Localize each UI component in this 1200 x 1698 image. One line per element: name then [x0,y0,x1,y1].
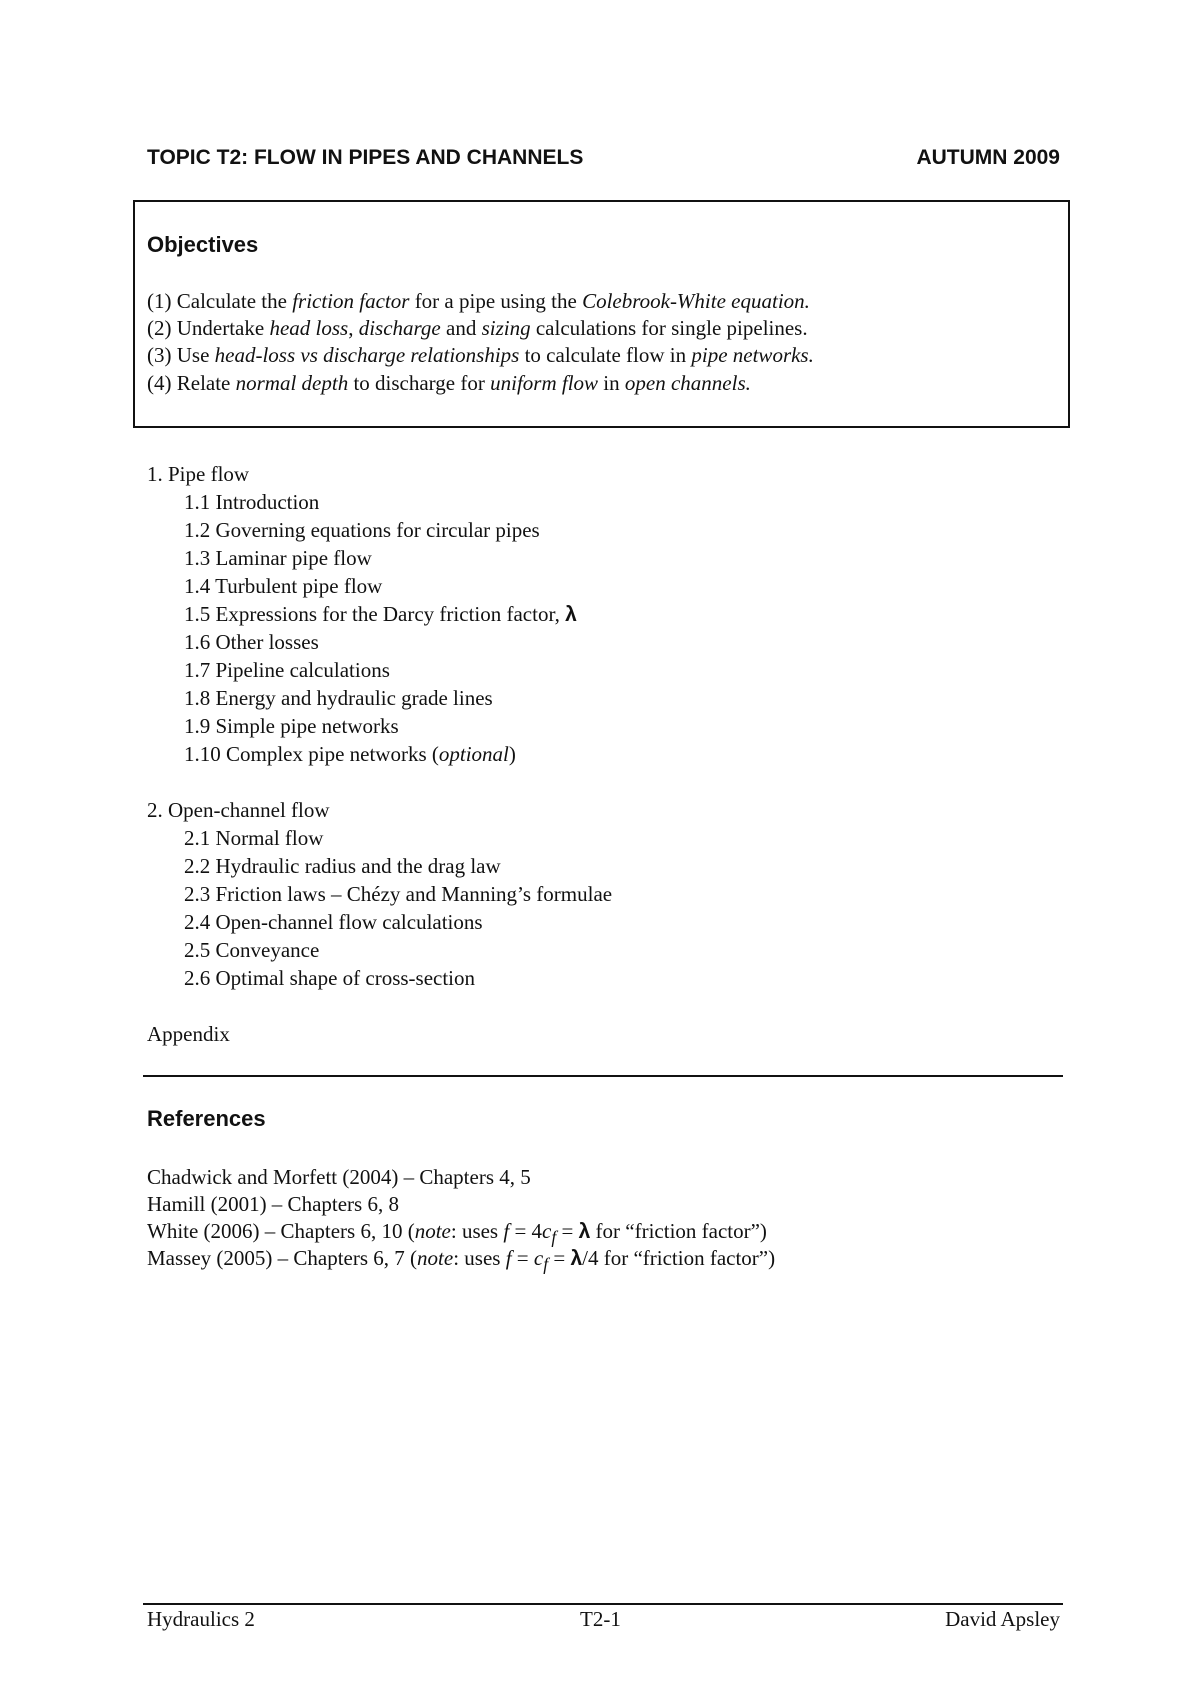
section-divider [143,1075,1063,1077]
toc-item: 1.9 Simple pipe networks [184,714,399,738]
reference-item: Massey (2005) – Chapters 6, 7 (note: uses $f = c_f = \lambda/4$ for “friction factor”) [147,1246,776,1275]
toc-item: 1.2 Governing equations for circular pipes [184,518,540,542]
toc-item: 1.6 Other losses [184,630,319,654]
objective-item: (3) Use head-loss vs discharge relationships to calculate flow in pipe networks. [147,343,814,367]
document-title: TOPIC T2: FLOW IN PIPES AND CHANNELS [147,146,584,169]
footer-page-number: T2-1 [580,1607,621,1631]
reference-item: Chadwick and Morfett (2004) – Chapters 4, 5 [147,1165,531,1189]
toc-item: 2.5 Conveyance [184,938,320,962]
toc-item: 1.4 Turbulent pipe flow [184,574,383,598]
toc-item: 1.3 Laminar pipe flow [184,546,372,570]
toc-item: 1.1 Introduction [184,490,320,514]
term-label: AUTUMN 2009 [916,146,1060,169]
toc-item: 2.2 Hydraulic radius and the drag law [184,854,501,878]
toc-section-pipe-flow: 1. Pipe flow [147,462,250,486]
toc-item: 2.1 Normal flow [184,826,324,850]
references-heading: References [147,1106,266,1131]
toc-appendix: Appendix [147,1022,230,1046]
lambda-symbol: λ [578,1220,591,1243]
toc-item: 2.4 Open-channel flow calculations [184,910,483,934]
toc-section-open-channel-flow: 2. Open-channel flow [147,798,330,822]
toc-item: 1.7 Pipeline calculations [184,658,390,682]
toc-item: 1.10 Complex pipe networks (optional) [184,742,516,766]
toc-item: 1.5 Expressions for the Darcy friction factor, λ [184,602,577,626]
footer-rule [143,1603,1063,1605]
reference-item: Hamill (2001) – Chapters 6, 8 [147,1192,399,1216]
toc-item: 2.6 Optimal shape of cross-section [184,966,476,990]
reference-item: White (2006) – Chapters 6, 10 (note: uses $f = 4c_f = \lambda$ for “friction factor”) [147,1219,767,1248]
objectives-heading: Objectives [147,232,259,257]
toc-item: 1.8 Energy and hydraulic grade lines [184,686,493,710]
footer-author: David Apsley [945,1607,1060,1631]
lambda-symbol: λ [565,603,577,626]
objective-item: (1) Calculate the friction factor for a pipe using the Colebrook-White equation. [147,289,810,313]
footer-course: Hydraulics 2 [147,1607,255,1631]
toc-item: 2.3 Friction laws – Chézy and Manning’s formulae [184,882,613,906]
lambda-symbol: λ [570,1247,583,1270]
objective-item: (4) Relate normal depth to discharge for uniform flow in open channels. [147,371,751,395]
objective-item: (2) Undertake head loss, discharge and sizing calculations for single pipelines. [147,316,808,340]
